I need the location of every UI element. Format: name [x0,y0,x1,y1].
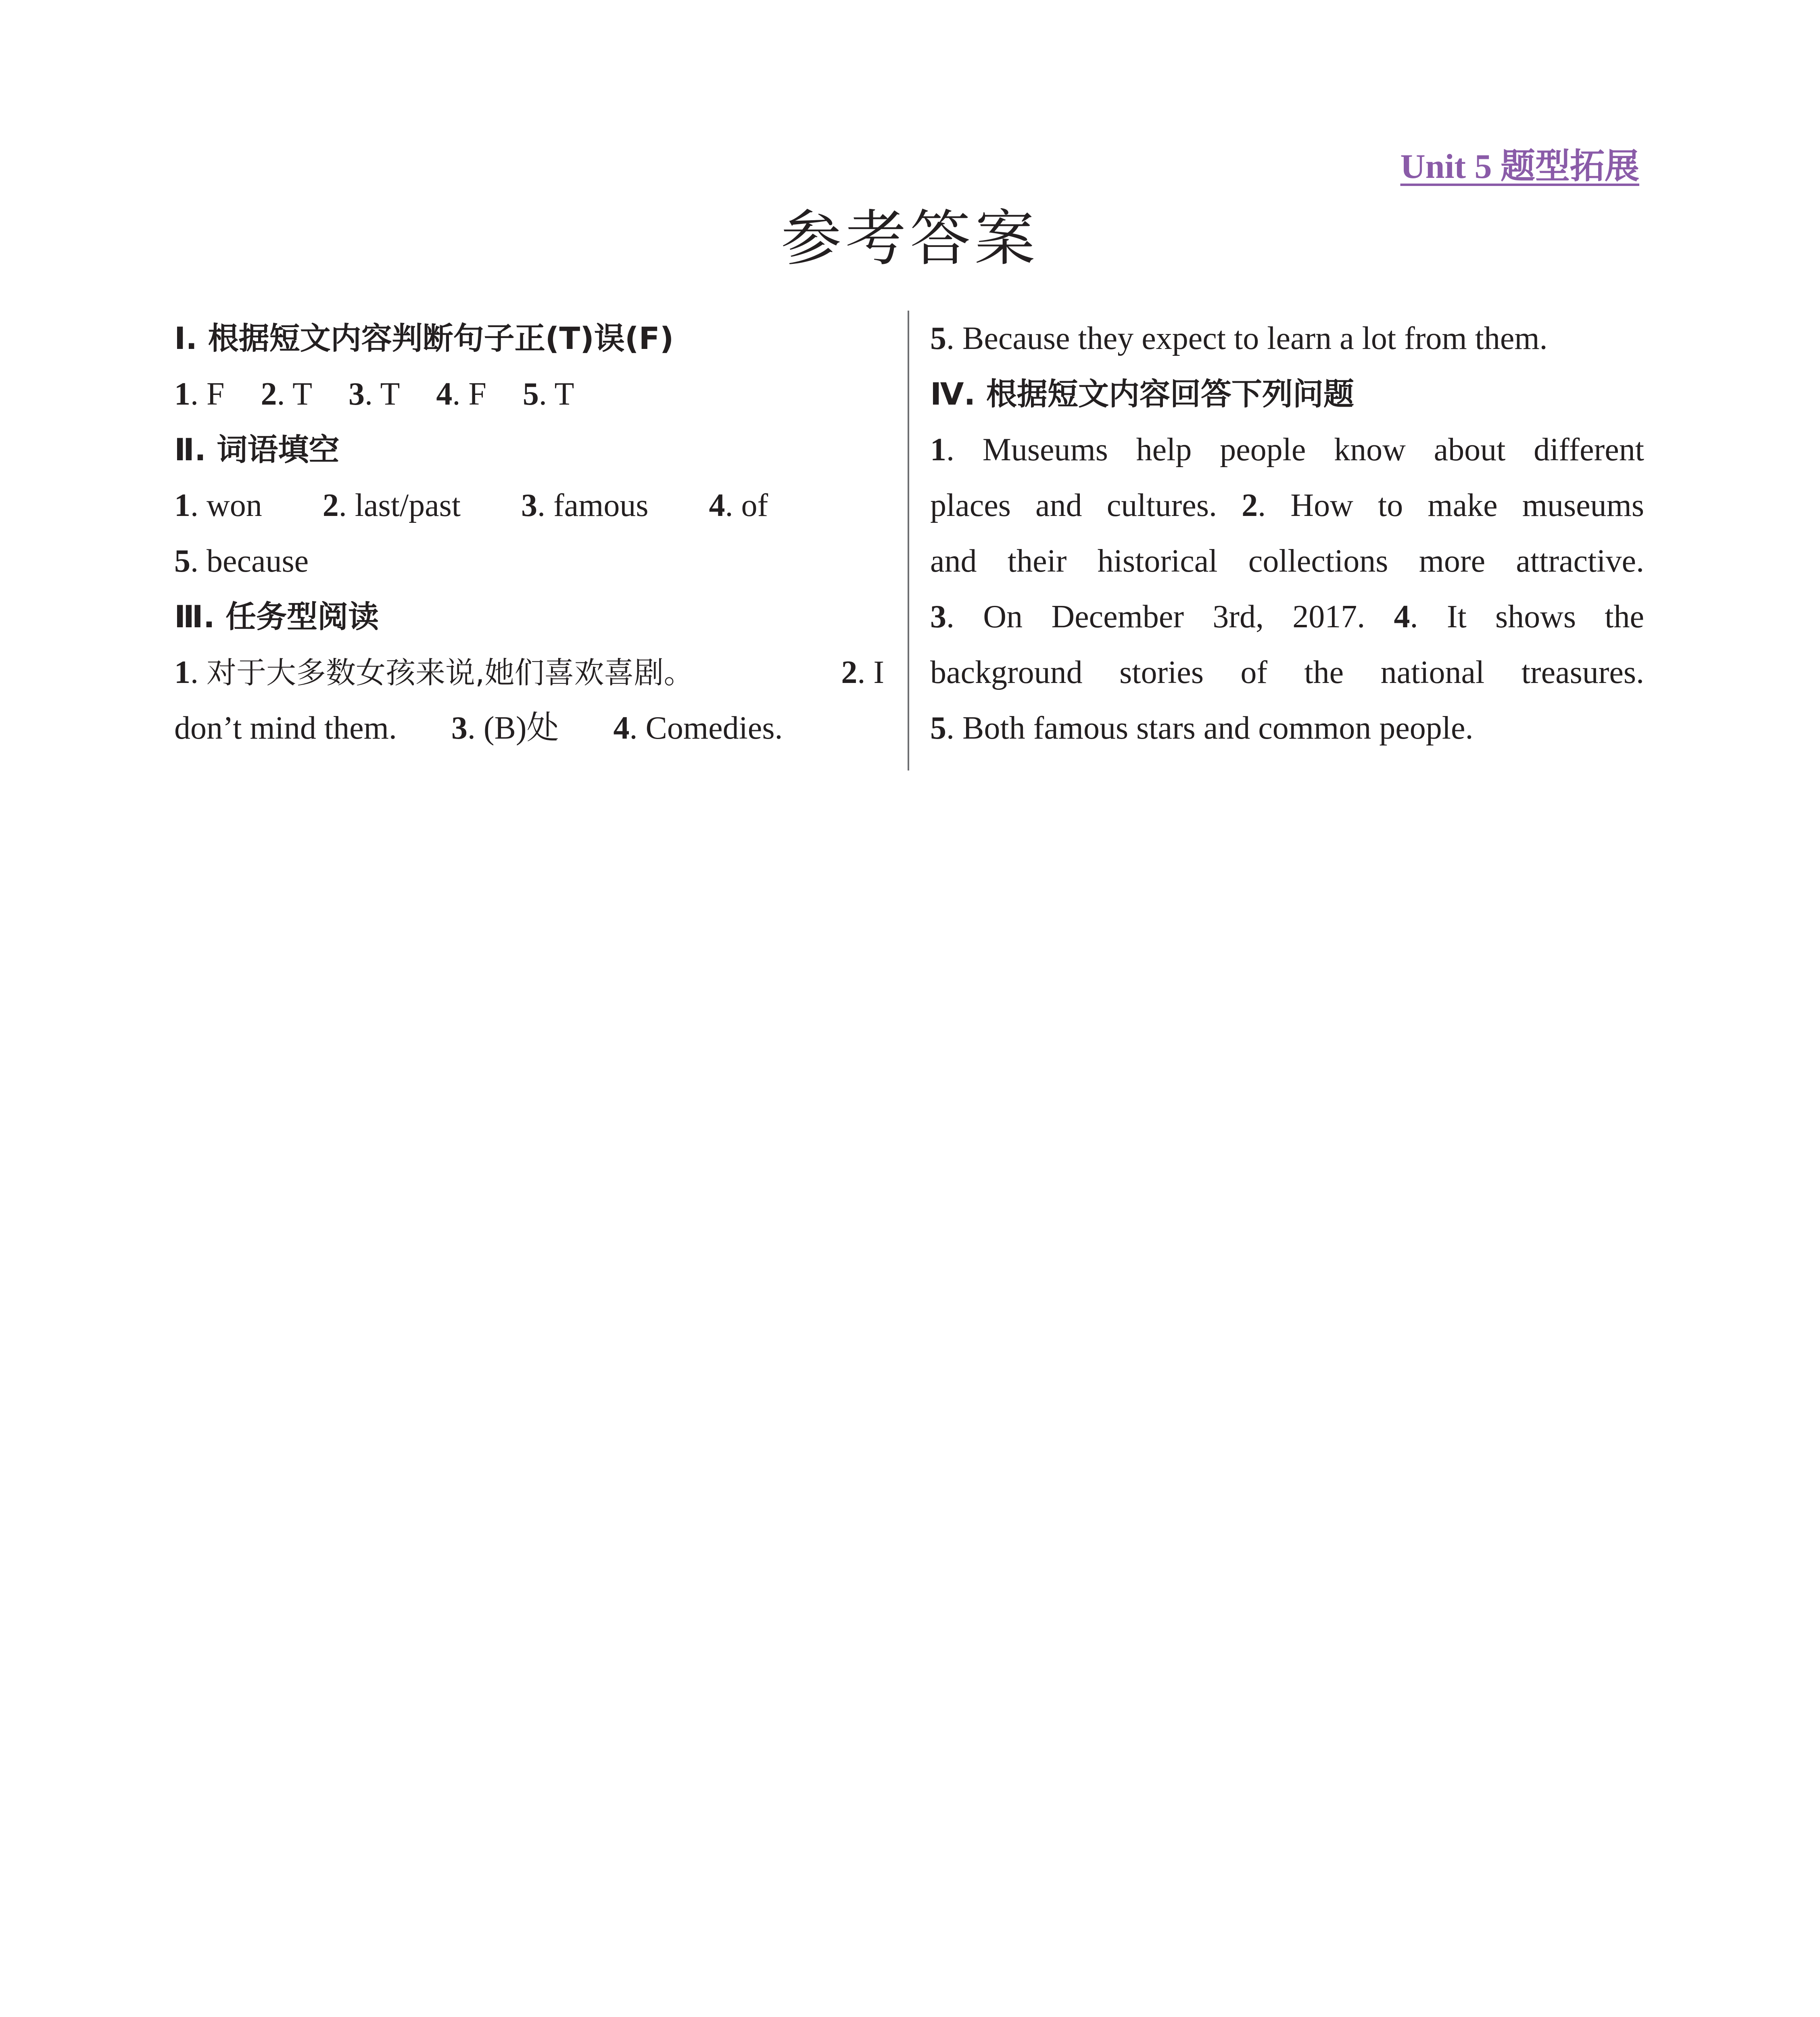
answer-number: 2 [1242,488,1258,523]
section-2-heading: Ⅱ. 词语填空 [174,432,340,468]
answer-text: Museums help people know about different [982,432,1644,468]
answer-text: T [292,376,312,412]
answer-item: 4. Comedies. [613,710,783,746]
answer-text: (B)处 [483,710,559,746]
answer-number: 1 [174,655,190,690]
right-column [930,311,1644,756]
answer-number: 3 [521,488,537,523]
left-column [174,311,884,756]
answer-text: T [554,376,574,412]
answer-number: 2 [261,376,277,412]
answer-number: 2 [322,488,339,523]
page-title: 参考答案 [781,204,1039,274]
answer-number: 5 [174,543,190,579]
section-4-line-5 [930,645,1644,700]
section-3-line-3: 5. Because they expect to learn a lot from them. [930,321,1548,356]
answer-text: Comedies. [645,710,783,746]
answer-number: 5 [930,321,946,356]
section-2-answers-cont [174,533,884,589]
answer-number: 3 [451,710,468,746]
answer-item: 3. famous [521,488,649,523]
answer-text: background stories of the national treasures. [930,655,1644,690]
answer-number: 4 [709,488,725,523]
answer-text: I [873,655,884,690]
section-1-answers [174,366,884,422]
answer-text: won [207,488,262,523]
answer-number: 3 [930,599,946,635]
answer-text: F [207,376,225,412]
answer-text: F [468,376,486,412]
answer-item: 2. last/past [322,488,461,523]
answer-item: 2. I [841,655,884,690]
section-2-answers [174,478,884,533]
answer-item: 4. F [436,376,486,412]
answer-text: places and cultures. [930,488,1217,523]
answer-text: On December 3rd, 2017. [983,599,1365,635]
answer-text: of [741,488,768,523]
answer-text: Because they expect to learn a lot from them. [962,321,1548,356]
section-4-heading: Ⅳ. 根据短文内容回答下列问题 [930,376,1354,412]
section-3-heading: Ⅲ. 任务型阅读 [174,599,379,635]
answer-text: 对于大多数女孩来说,她们喜欢喜剧。 [207,656,694,690]
answer-number: 2 [841,655,858,690]
answer-item: 3. (B)处 [451,710,559,746]
section-4-line-4: 3. On December 3rd, 2017. 4. It shows the [930,599,1644,635]
answer-item: 4. of [709,488,768,523]
section-4-line-6: 5. Both famous stars and common people. [930,710,1474,746]
answer-item: 1. won [174,488,262,523]
answer-number: 5 [522,376,539,412]
answer-text: Both famous stars and common people. [962,710,1474,746]
answer-number: 5 [930,710,946,746]
answer-item: 5. T [522,376,574,412]
answer-number: 1 [930,432,946,468]
answer-text: and their historical collections more attractive. [930,543,1644,579]
section-4-line-3 [930,533,1644,589]
answer-text: How to make museums [1290,488,1644,523]
column-divider [908,311,909,770]
answer-number: 1 [174,488,190,523]
answer-text: T [380,376,400,412]
section-3-line-2 [174,700,884,756]
answer-number: 3 [348,376,365,412]
answer-number: 4 [613,710,630,746]
answer-item: 1. F [174,376,225,412]
answer-number: 4 [436,376,453,412]
section-4-line-2: places and cultures. 2. How to make museums [930,488,1644,523]
answer-text: last/past [355,488,461,523]
answer-item: 5. because [174,543,309,579]
answer-item: 2. T [261,376,312,412]
answer-text: don’t mind them. [174,710,397,746]
answer-number: 4 [1394,599,1410,635]
answer-text: It shows the [1446,599,1644,635]
section-4-line-1: 1. Museums help people know about different [930,432,1644,468]
answer-text: famous [553,488,649,523]
section-1-heading: Ⅰ. 根据短文内容判断句子正(T)误(F) [174,320,674,356]
section-3-line-1: 1. 对于大多数女孩来说,她们喜欢喜剧。 2. I [174,645,884,700]
answer-number: 1 [174,376,190,412]
answer-item: 3. T [348,376,400,412]
answer-text: because [207,543,309,579]
unit-tag: Unit 5 题型拓展 [1400,147,1639,186]
